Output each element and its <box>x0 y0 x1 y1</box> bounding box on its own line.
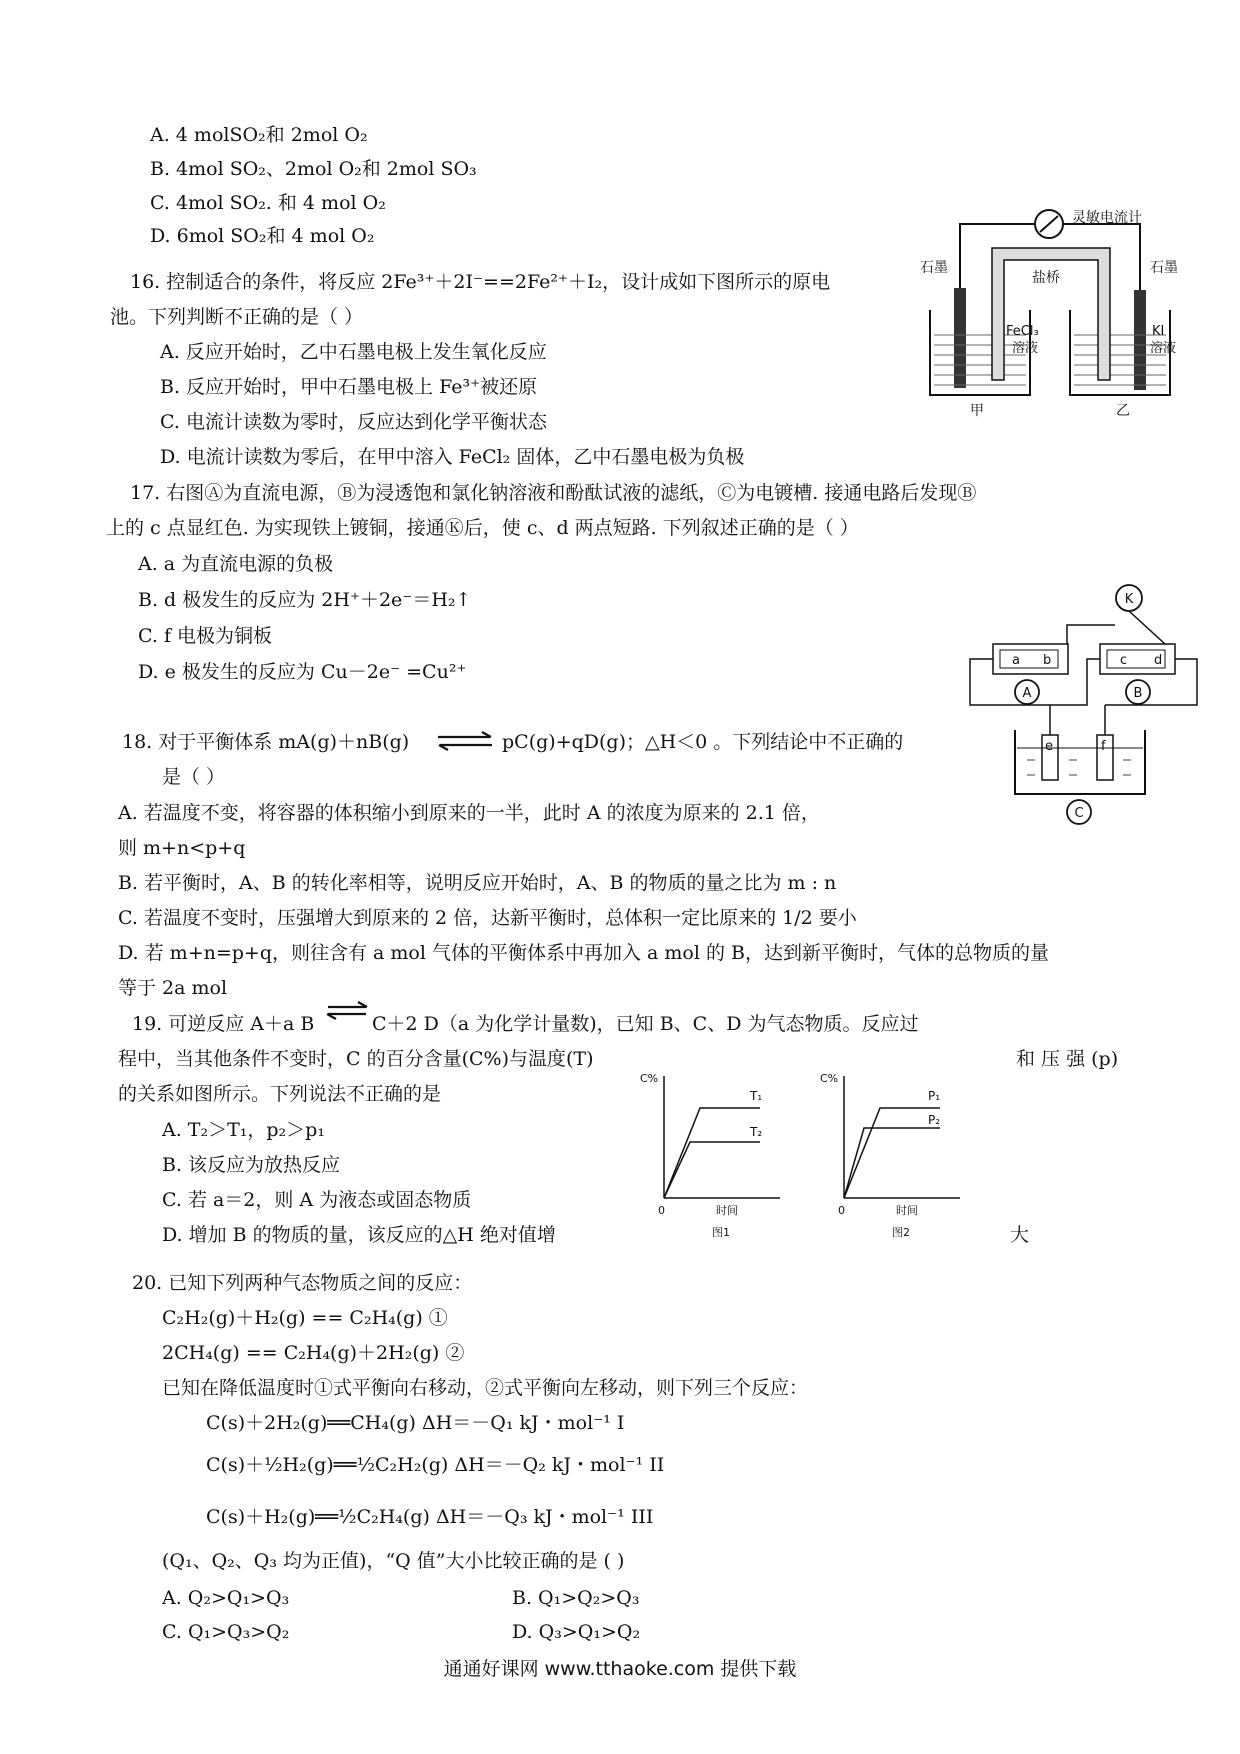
q16-option-d: D. 电流计读数为零后，在甲中溶入 FeCl₂ 固体，乙中石墨电极为负极 <box>160 446 745 468</box>
right-electrode-label: 石墨 <box>1150 260 1178 276</box>
q20-option-d: D. Q₃>Q₁>Q₂ <box>512 1621 641 1643</box>
left-electrode <box>954 288 966 388</box>
graph1-xlabel: 时间 <box>716 1204 738 1217</box>
q20-condition: 已知在降低温度时①式平衡向右移动，②式平衡向左移动，则下列三个反应： <box>162 1377 809 1399</box>
graph2-caption: 图2 <box>892 1226 910 1238</box>
q18-option-a-cont: 则 m+n<p+q <box>118 837 246 859</box>
terminal-b: b <box>1043 653 1052 668</box>
filter-paper-box <box>1100 644 1175 674</box>
label-b-circle: B <box>1133 686 1143 701</box>
switch-k-label: K <box>1124 592 1134 607</box>
q19-option-b: B. 该反应为放热反应 <box>162 1154 341 1176</box>
graph1-ylabel: C% <box>640 1072 659 1085</box>
right-solution-label: KI <box>1152 324 1165 339</box>
point-c: c <box>1120 653 1128 668</box>
graph1-curve-t2-label: T₂ <box>750 1125 763 1139</box>
q20-option-a: A. Q₂>Q₁>Q₃ <box>162 1587 290 1609</box>
galvanic-cell-figure <box>920 200 1180 420</box>
q20-question: (Q₁、Q₂、Q₃ 均为正值)，“Q 值”大小比较正确的是 ( ) <box>162 1550 625 1572</box>
graph1-curve-t1 <box>664 1108 763 1198</box>
right-beaker-label: 乙 <box>1116 403 1130 419</box>
q20-option-b: B. Q₁>Q₂>Q₃ <box>512 1587 640 1609</box>
q17-stem-line1: 17. 右图Ⓐ为直流电源，Ⓑ为浸透饱和氯化钠溶液和酚酞试液的滤纸，Ⓒ为电镀槽. 接通电路后发现Ⓑ <box>130 482 977 504</box>
q17-stem-line2: 上的 c 点显红色. 为实现铁上镀铜，接通Ⓚ后，使 c、d 两点短路. 下列叙述正确的是（ ） <box>106 517 859 539</box>
q16-stem-line2: 池。下列判断不正确的是（ ） <box>110 306 364 328</box>
q15-option-d: D. 6mol SO₂和 4 mol O₂ <box>150 225 375 247</box>
electrode-e-label: e <box>1045 739 1053 754</box>
graph2-curve-p2-label: P₂ <box>928 1113 941 1127</box>
left-beaker-label: 甲 <box>970 403 984 419</box>
q17-option-b: B. d 极发生的反应为 2H⁺＋2e⁻＝H₂↑ <box>138 589 472 611</box>
q20-reaction-1: C₂H₂(g)＋H₂(g) == C₂H₄(g) ① <box>162 1307 448 1329</box>
q19-stem-line1a: 19. 可逆反应 A＋a B <box>132 1013 315 1035</box>
power-source-box <box>993 644 1068 674</box>
graph2-curve-p1 <box>844 1108 940 1198</box>
q18-stem-line1b: pC(g)+qD(g)；△H＜0 。下列结论中不正确的 <box>502 731 904 753</box>
q15-option-b: B. 4mol SO₂、2mol O₂和 2mol SO₃ <box>150 158 477 180</box>
right-solution-label-2: 溶液 <box>1150 341 1177 356</box>
plating-tank <box>1015 730 1145 794</box>
q20-equation-3: C(s)＋H₂(g)══½C₂H₄(g) ΔH＝－Q₃ kJ・mol⁻¹ III <box>206 1506 654 1528</box>
graph2-xlabel: 时间 <box>896 1204 918 1217</box>
graph2-curve-p1-label: P₁ <box>928 1089 941 1103</box>
q19-stem-line1b: C＋2 D（a 为化学计量数)，已知 B、C、D 为气态物质。反应过 <box>372 1013 919 1035</box>
q20-equation-2: C(s)＋½H₂(g)══½C₂H₂(g) ΔH＝－Q₂ kJ・mol⁻¹ II <box>206 1454 665 1476</box>
q18-stem-line1a: 18. 对于平衡体系 mA(g)＋nB(g) <box>122 731 410 753</box>
q19-option-a: A. T₂＞T₁，p₂＞p₁ <box>162 1119 325 1141</box>
galvanometer-label: 灵敏电流计 <box>1072 210 1142 226</box>
label-a-circle: A <box>1022 686 1032 701</box>
point-d: d <box>1154 653 1163 668</box>
q19-option-d-tail: 大 <box>1010 1224 1030 1246</box>
q17-option-d: D. e 极发生的反应为 Cu－2e⁻ =Cu²⁺ <box>138 661 467 683</box>
q17-option-a: A. a 为直流电源的负极 <box>138 553 334 575</box>
left-solution-label-2: 溶液 <box>1012 341 1039 356</box>
q19-stem-line2-tail: 和 压 强 (p) <box>1016 1048 1119 1070</box>
graph2-origin: 0 <box>838 1204 845 1217</box>
graph2-ylabel: C% <box>820 1072 839 1085</box>
equilibrium-arrow-icon <box>434 730 496 752</box>
q20-reaction-2: 2CH₄(g) == C₂H₄(g)＋2H₂(g) ② <box>162 1342 465 1364</box>
graph1-caption: 图1 <box>712 1226 730 1238</box>
label-c-circle: C <box>1074 806 1084 821</box>
q16-option-a: A. 反应开始时，乙中石墨电极上发生氧化反应 <box>160 341 547 363</box>
q20-stem: 20. 已知下列两种气态物质之间的反应： <box>132 1272 473 1294</box>
q18-option-d: D. 若 m+n=p+q，则往含有 a mol 气体的平衡体系中再加入 a mol 的 B，达到新平衡时，气体的总物质的量 <box>118 942 1049 964</box>
q19-option-d: D. 增加 B 的物质的量，该反应的△H 绝对值增 <box>162 1224 556 1246</box>
graph1-curve-t1-label: T₁ <box>750 1089 763 1103</box>
q15-option-c: C. 4mol SO₂. 和 4 mol O₂ <box>150 192 386 214</box>
electroplating-circuit-figure <box>965 580 1215 830</box>
left-solution-label: FeCl₃ <box>1006 324 1039 339</box>
q16-stem-line1: 16. 控制适合的条件，将反应 2Fe³⁺＋2I⁻==2Fe²⁺＋I₂，设计成如下图所示的原电 <box>130 271 831 293</box>
q18-option-b: B. 若平衡时，A、B 的转化率相等，说明反应开始时，A、B 的物质的量之比为 m : n <box>118 872 837 894</box>
q17-option-c: C. f 电极为铜板 <box>138 625 273 647</box>
q18-stem-line2: 是（ ） <box>162 766 226 788</box>
q15-option-a: A. 4 molSO₂和 2mol O₂ <box>150 124 368 146</box>
q18-option-d-cont: 等于 2a mol <box>118 977 228 999</box>
graph1-origin: 0 <box>658 1204 665 1217</box>
graph1-curve-t2 <box>664 1142 760 1198</box>
reversible-arrow-icon <box>324 1000 370 1022</box>
q16-option-b: B. 反应开始时，甲中石墨电极上 Fe³⁺被还原 <box>160 376 538 398</box>
q20-option-c: C. Q₁>Q₃>Q₂ <box>162 1621 290 1643</box>
graph-2-pressure <box>820 1068 970 1238</box>
graph-1-temperature <box>640 1068 790 1238</box>
q18-option-a: A. 若温度不变，将容器的体积缩小到原来的一半，此时 A 的浓度为原来的 2.1 倍， <box>118 802 820 824</box>
left-electrode-label: 石墨 <box>920 260 948 276</box>
q19-option-c: C. 若 a＝2，则 A 为液态或固态物质 <box>162 1189 472 1211</box>
q18-option-c: C. 若温度不变时，压强增大到原来的 2 倍，达新平衡时，总体积一定比原来的 1/2 要小 <box>118 907 857 929</box>
page-footer: 通通好课网 www.tthaoke.com 提供下载 <box>443 1658 797 1680</box>
q16-option-c: C. 电流计读数为零时，反应达到化学平衡状态 <box>160 411 547 433</box>
q19-stem-line3: 的关系如图所示。下列说法不正确的是 <box>118 1083 442 1105</box>
q20-equation-1: C(s)＋2H₂(g)══CH₄(g) ΔH＝－Q₁ kJ・mol⁻¹ I <box>206 1412 625 1434</box>
terminal-a: a <box>1012 653 1020 668</box>
salt-bridge-label: 盐桥 <box>1032 270 1060 286</box>
electrode-f-label: f <box>1101 739 1106 754</box>
q19-stem-line2: 程中，当其他条件不变时，C 的百分含量(C%)与温度(T) <box>118 1048 594 1070</box>
salt-bridge <box>992 248 1110 380</box>
